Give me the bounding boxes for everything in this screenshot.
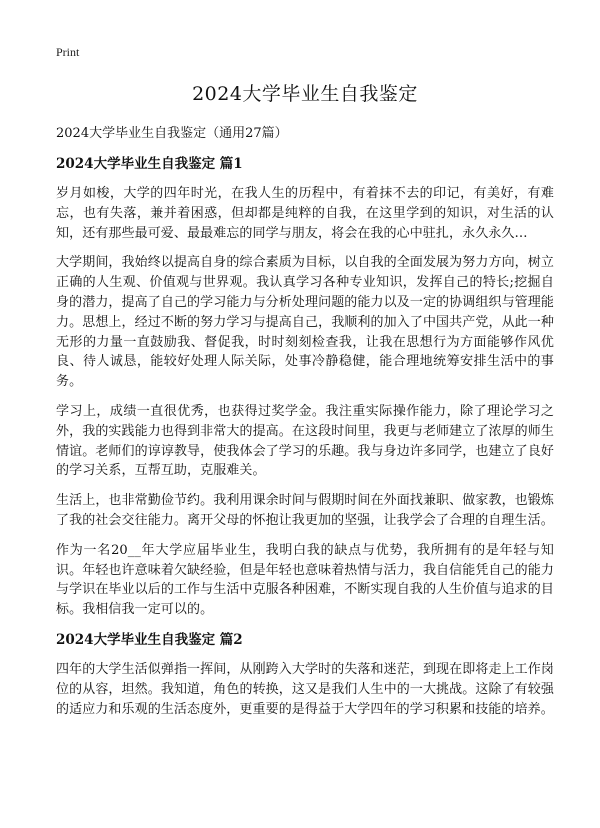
print-link[interactable]: Print bbox=[56, 45, 80, 59]
paragraph: 作为一名20__年大学应届毕业生，我明白我的缺点与优势，我所拥有的是年轻与知识。年轻也许意味着欠缺经验，但是年轻也意味着热情与活力，我自信能凭自己的能力与学识在毕业以后的工作与生活中克服各种困难，不断实现自我的人生价值与追求的目标。我相信我一定可以的。 bbox=[56, 542, 554, 618]
paragraph: 大学期间，我始终以提高自身的综合素质为目标，以自我的全面发展为努力方向，树立正确的人生观、价值观与世界观。我认真学习各种专业知识，发挥自己的特长;挖掘自身的潜力，提高了自己的学习能力与分析处理问题的能力以及一定的协调组织与管理能力。思想上，经过不断的努力学习与提高自己，我顺利的加入了中国共产党，从此一种无形的力量一直鼓励我、督促我，时时刻刻检查我，让我在思想行为方面能够作风优良、待人诚恳，能较好处理人际关际，处事冷静稳健，能合理地统筹安排生活中的事务。 bbox=[56, 255, 554, 390]
section-heading: 2024大学毕业生自我鉴定 篇2 bbox=[56, 631, 243, 648]
document-subtitle: 2024大学毕业生自我鉴定（通用27篇） bbox=[56, 126, 288, 141]
document-title: 2024大学毕业生自我鉴定 bbox=[192, 83, 418, 105]
section-1 bbox=[56, 154, 554, 620]
section-heading: 2024大学毕业生自我鉴定 篇1 bbox=[56, 156, 243, 172]
paragraph: 四年的大学生活似弹指一挥间，从刚跨入大学时的失落和迷茫，到现在即将走上工作岗位的从容，坦然。我知道，角色的转换，这又是我们人生中的一大挑战。这除了有较强的适应力和乐观的生活态度外，更重要的是得益于大学四年的学习积累和技能的培养。 bbox=[56, 661, 554, 717]
paragraph: 岁月如梭，大学的四年时光，在我人生的历程中，有着抹不去的印记，有美好，有难忘，也有失落，兼并着困惑，但却都是纯粹的自我，在这里学到的知识，对生活的认知，还有那些最可爱、最最难忘的同学与朋友，将会在我的心中驻扎，永久永久… bbox=[56, 186, 554, 241]
section-2 bbox=[56, 630, 554, 719]
paragraph: 学习上，成绩一直很优秀，也获得过奖学金。我注重实际操作能力，除了理论学习之外，我的实践能力也得到非常大的提高。在这段时间里，我更与老师建立了浓厚的师生情谊。老师们的谆谆教导，使我体会了学习的乐趣。我与身边许多同学，也建立了良好的学习关系，互帮互助，克服难关。 bbox=[56, 403, 554, 479]
paragraph: 生活上，也非常勤俭节约。我利用课余时间与假期时间在外面找兼职、做家教，也锻炼了我的社会交往能力。离开父母的怀抱让我更加的坚强，让我学会了合理的自理生活。 bbox=[56, 493, 554, 528]
